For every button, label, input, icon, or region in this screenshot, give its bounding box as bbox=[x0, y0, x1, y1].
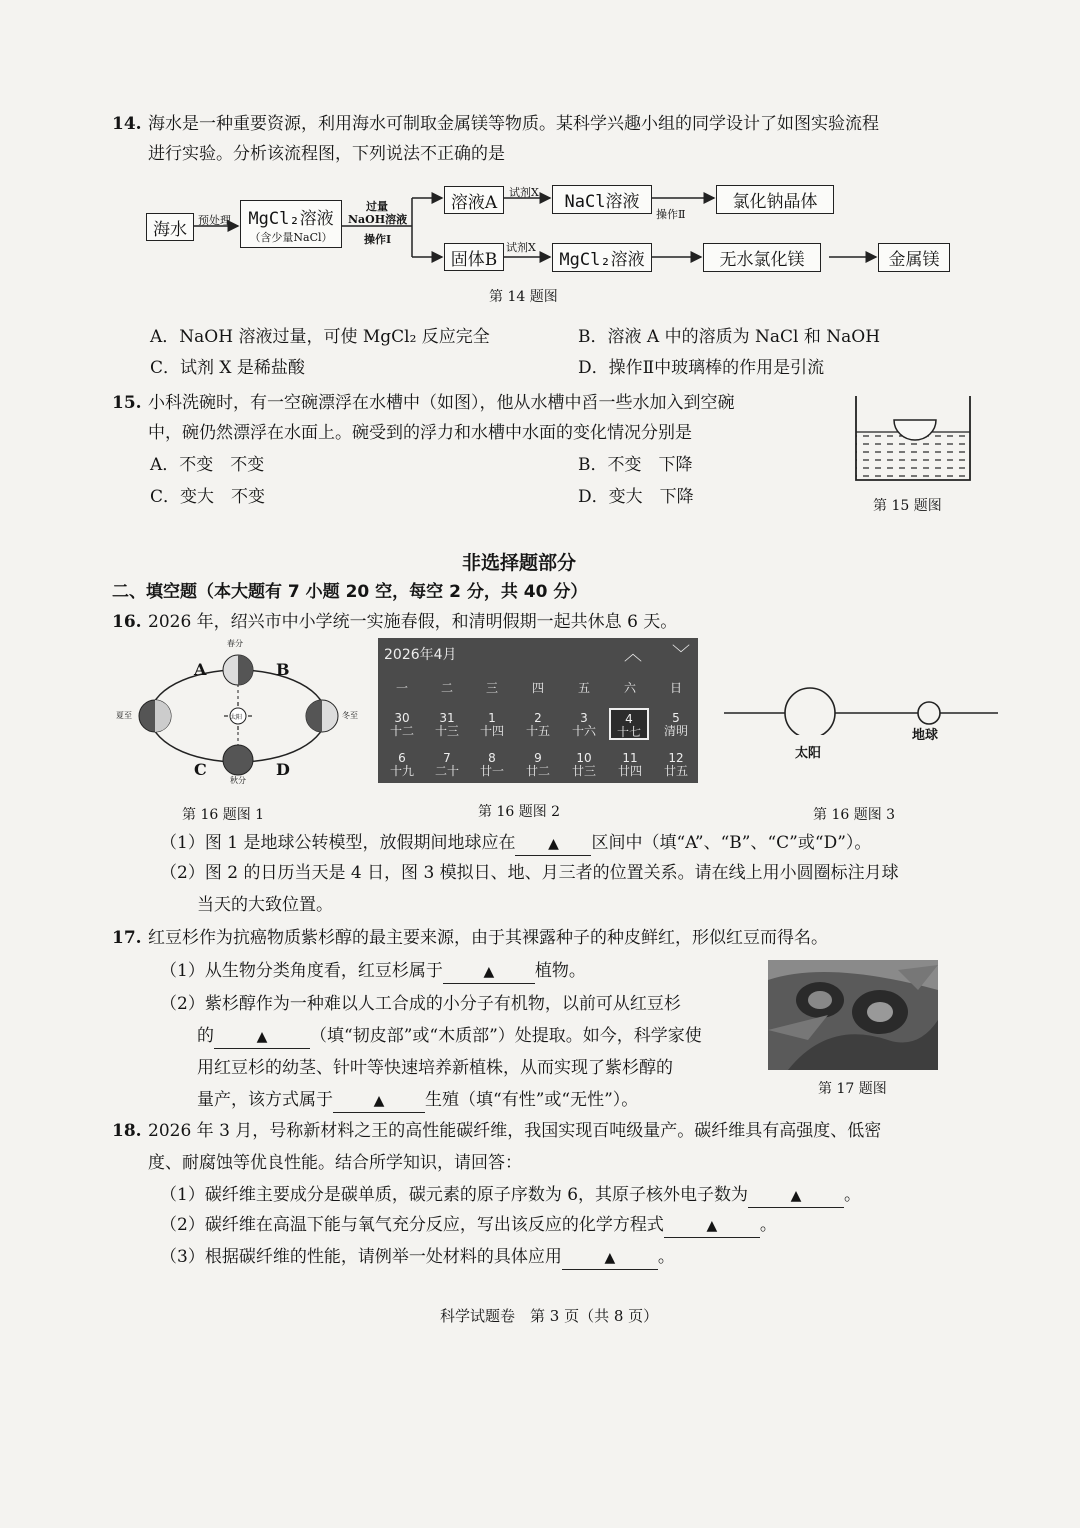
flow-mgcl2-label: MgCl₂溶液 bbox=[248, 208, 334, 229]
lunar-date: 廿二 bbox=[525, 764, 550, 778]
orbit-label-summer: 夏至 bbox=[116, 711, 132, 720]
lunar-date: 清明 bbox=[663, 724, 688, 738]
lunar-date: 廿一 bbox=[479, 764, 504, 778]
flow-naoh-label: NaOH溶液 bbox=[348, 213, 408, 226]
q17-sub1-text: （1）从生物分类角度看，红豆杉属于 bbox=[160, 961, 443, 981]
triangle-mark: ▲ bbox=[790, 1188, 802, 1204]
q16-answer-blank-1[interactable] bbox=[515, 832, 591, 856]
q17-figure-caption: 第 17 题图 bbox=[818, 1081, 887, 1097]
q17-sub2-line3: 用红豆杉的幼茎、针叶等快速培养新植株，从而实现了紫杉醇的 bbox=[197, 1058, 673, 1078]
q16-sub1-tail: 区间中（填“A”、“B”、“C”或“D”）。 bbox=[591, 833, 872, 853]
q16-sub1-text: （1）图 1 是地球公转模型，放假期间地球应在 bbox=[160, 833, 516, 853]
q15-stem-line2: 中，碗仍然漂浮在水面上。碗受到的浮力和水槽中水面的变化情况分别是 bbox=[148, 423, 692, 443]
section2-heading: 二、填空题（本大题有 7 小题 20 空，每空 2 分，共 40 分） bbox=[112, 582, 588, 602]
day-number: 1 bbox=[488, 711, 496, 725]
day-number: 12 bbox=[668, 751, 684, 765]
flow-nacl-crystal-box: 氯化钠晶体 bbox=[716, 185, 834, 214]
q17-answer-blank-2[interactable] bbox=[214, 1025, 310, 1049]
q16-figure3-caption: 第 16 题图 3 bbox=[813, 807, 896, 823]
q17-answer-blank-1[interactable] bbox=[443, 960, 535, 984]
flow-anhydrous-box: 无水氯化镁 bbox=[703, 243, 821, 272]
part2-title: 非选择题部分 bbox=[462, 552, 577, 574]
q14-figure-caption: 第 14 题图 bbox=[489, 289, 558, 305]
q15-option-d: D．变大 下降 bbox=[578, 487, 694, 507]
q18-sub2-tail: 。 bbox=[759, 1215, 777, 1235]
flow-reagentX1-label: 试剂X bbox=[509, 186, 539, 199]
q16-sun-earth-figure bbox=[724, 685, 1002, 735]
q17-answer-blank-3[interactable] bbox=[333, 1089, 425, 1113]
q18-sub1 bbox=[160, 1184, 861, 1208]
flow-op2-label: 操作Ⅱ bbox=[656, 208, 686, 221]
q18-sub2-text: （2）碳纤维在高温下能与氧气充分反应，写出该反应的化学方程式 bbox=[160, 1215, 664, 1235]
flow-mgcl2-solution-box: MgCl₂溶液 bbox=[552, 243, 652, 272]
triangle-mark: ▲ bbox=[483, 964, 495, 980]
q18-sub1-text: （1）碳纤维主要成分是碳单质，碳元素的原子序数为 6，其原子核外电子数为 bbox=[160, 1185, 749, 1205]
q15-option-b: B．不变 下降 bbox=[578, 455, 693, 475]
chevron-up-icon[interactable]: ︿ bbox=[624, 644, 642, 665]
q16-calendar bbox=[378, 638, 698, 783]
orbit-label-a: A bbox=[194, 660, 207, 679]
orbit-label-c: C bbox=[194, 760, 207, 779]
triangle-mark: ▲ bbox=[604, 1250, 616, 1266]
flow-seawater-box: 海水 bbox=[146, 213, 194, 241]
q17-stem-line1: 红豆杉作为抗癌物质紫杉醇的最主要来源，由于其裸露种子的种皮鲜红，形似红豆而得名。 bbox=[148, 928, 828, 948]
weekday-7: 日 bbox=[669, 681, 682, 695]
weekday-3: 三 bbox=[485, 681, 498, 695]
day-number: 5 bbox=[672, 711, 680, 725]
earth-autumn-icon bbox=[223, 745, 253, 775]
q18-sub1-tail: 。 bbox=[844, 1185, 862, 1205]
q17-sub2-line2 bbox=[197, 1025, 702, 1049]
q15-sink-figure bbox=[850, 392, 975, 484]
q16-figure2-caption: 第 16 题图 2 bbox=[478, 804, 561, 820]
flow-op1-label: 操作Ⅰ bbox=[364, 233, 392, 246]
weekday-6: 六 bbox=[623, 681, 636, 695]
calendar-day[interactable] bbox=[653, 752, 699, 778]
q18-number: 18. bbox=[112, 1121, 142, 1141]
flow-metal-mg-box: 金属镁 bbox=[878, 243, 950, 272]
orbit-label-sun: 太阳 bbox=[230, 714, 243, 721]
q18-answer-blank-2[interactable] bbox=[664, 1214, 760, 1238]
calendar-title: 2026年4月 bbox=[384, 647, 457, 663]
calendar-day[interactable] bbox=[515, 752, 561, 778]
flow-mgcl2-sub: （含少量NaCl） bbox=[249, 230, 333, 244]
fig3-sun-label: 太阳 bbox=[795, 746, 822, 761]
triangle-mark: ▲ bbox=[373, 1093, 385, 1109]
q17-sub2-text: 的 bbox=[197, 1026, 214, 1046]
q16-orbit-figure bbox=[110, 636, 372, 786]
q18-answer-blank-3[interactable] bbox=[562, 1246, 658, 1270]
day-number: 11 bbox=[622, 751, 638, 765]
q17-yew-photo bbox=[768, 960, 938, 1070]
q15-number: 15. bbox=[112, 393, 142, 413]
q14-number: 14. bbox=[112, 114, 142, 134]
day-number: 2 bbox=[534, 711, 542, 725]
weekday-4: 四 bbox=[531, 681, 544, 695]
q17-sub2-line4 bbox=[197, 1089, 638, 1113]
earth-circle-icon bbox=[918, 702, 940, 724]
q18-sub3-text: （3）根据碳纤维的性能，请例举一处材料的具体应用 bbox=[160, 1247, 562, 1267]
triangle-mark: ▲ bbox=[548, 836, 559, 852]
q17-number: 17. bbox=[112, 928, 142, 948]
q16-figure1-caption: 第 16 题图 1 bbox=[182, 807, 265, 823]
flow-excess-label: 过量 bbox=[366, 200, 388, 213]
chevron-down-icon[interactable]: ﹀ bbox=[672, 644, 690, 665]
day-number: 9 bbox=[534, 751, 542, 765]
lunar-date: 廿五 bbox=[663, 764, 688, 778]
orbit-label-winter: 冬至 bbox=[342, 711, 358, 720]
q17-sub2-line4-text: 量产，该方式属于 bbox=[197, 1090, 333, 1110]
lunar-date: 十七 bbox=[616, 725, 641, 739]
flow-arrows bbox=[0, 0, 1080, 300]
calendar-day[interactable] bbox=[607, 752, 653, 778]
calendar-day-selected[interactable] bbox=[609, 708, 649, 740]
q16-sub1 bbox=[160, 832, 871, 856]
flow-reagentX2-label: 试剂X bbox=[506, 241, 536, 254]
calendar-day[interactable] bbox=[379, 712, 425, 738]
q14-option-d: D．操作Ⅱ中玻璃棒的作用是引流 bbox=[578, 358, 825, 378]
q16-number: 16. bbox=[112, 612, 142, 632]
q18-sub3 bbox=[160, 1246, 675, 1270]
q18-stem-line2: 度、耐腐蚀等优良性能。结合所学知识，请回答： bbox=[148, 1153, 522, 1173]
q17-sub2-line1: （2）紫杉醇作为一种难以人工合成的小分子有机物，以前可从红豆杉 bbox=[160, 994, 681, 1014]
q14-stem-line1: 海水是一种重要资源，利用海水可制取金属镁等物质。某科学兴趣小组的同学设计了如图实验流程 bbox=[148, 114, 879, 134]
calendar-day[interactable] bbox=[515, 712, 561, 738]
fig3-earth-label: 地球 bbox=[912, 728, 939, 743]
flow-nacl-solution-box: NaCl溶液 bbox=[552, 185, 652, 214]
calendar-day[interactable] bbox=[469, 712, 515, 738]
flow-solidB-box: 固体B bbox=[444, 243, 504, 271]
q18-sub2 bbox=[160, 1214, 777, 1238]
lunar-date: 十二 bbox=[389, 724, 414, 738]
q15-option-c: C．变大 不变 bbox=[150, 487, 266, 507]
calendar-day[interactable] bbox=[424, 712, 470, 738]
weekday-5: 五 bbox=[577, 681, 590, 695]
q18-stem-line1: 2026 年 3 月，号称新材料之王的高性能碳纤维，我国实现百吨级量产。碳纤维具有高强度、低密 bbox=[148, 1121, 882, 1141]
weekday-1: 一 bbox=[395, 681, 408, 695]
lunar-date: 十五 bbox=[525, 724, 550, 738]
lunar-date: 十九 bbox=[389, 764, 414, 778]
day-number: 10 bbox=[576, 751, 592, 765]
q14-stem-line2: 进行实验。分析该流程图，下列说法不正确的是 bbox=[148, 144, 505, 164]
sun-circle-icon bbox=[785, 688, 835, 735]
triangle-mark: ▲ bbox=[706, 1218, 718, 1234]
calendar-day[interactable] bbox=[653, 712, 699, 738]
q16-sub2-line2: 当天的大致位置。 bbox=[197, 895, 333, 915]
orbit-label-spring: 春分 bbox=[227, 639, 243, 648]
q15-figure-caption: 第 15 题图 bbox=[873, 498, 942, 514]
q17-sub1 bbox=[160, 960, 586, 984]
day-number: 7 bbox=[443, 751, 451, 765]
q17-sub2-line4-tail: 生殖（填“有性”或“无性”）。 bbox=[425, 1090, 639, 1110]
calendar-day[interactable] bbox=[561, 752, 607, 778]
calendar-day[interactable] bbox=[424, 752, 470, 778]
weekday-2: 二 bbox=[440, 681, 453, 695]
q14-option-c: C．试剂 X 是稀盐酸 bbox=[150, 358, 305, 378]
lunar-date: 廿三 bbox=[571, 764, 596, 778]
q18-sub3-tail: 。 bbox=[657, 1247, 675, 1267]
lunar-date: 廿四 bbox=[617, 764, 642, 778]
day-number: 31 bbox=[439, 711, 455, 725]
day-number: 4 bbox=[625, 712, 633, 726]
q15-stem-line1: 小科洗碗时，有一空碗漂浮在水槽中（如图），他从水槽中舀一些水加入到空碗 bbox=[148, 393, 735, 413]
q14-option-b: B．溶液 A 中的溶质为 NaCl 和 NaOH bbox=[578, 327, 881, 347]
day-number: 30 bbox=[394, 711, 410, 725]
q18-answer-blank-1[interactable] bbox=[748, 1184, 844, 1208]
flow-pretreat-label: 预处理 bbox=[198, 214, 231, 227]
calendar-day[interactable] bbox=[379, 752, 425, 778]
orbit-label-autumn: 秋分 bbox=[230, 776, 246, 785]
q17-sub1-tail: 植物。 bbox=[534, 961, 586, 981]
lunar-date: 十四 bbox=[479, 724, 504, 738]
orbit-label-d: D bbox=[276, 760, 290, 779]
q17-sub2-tail: （填“韧皮部”或“木质部”）处提取。如今，科学家使 bbox=[310, 1026, 702, 1046]
flow-solutionA-box: 溶液A bbox=[444, 186, 504, 214]
day-number: 3 bbox=[580, 711, 588, 725]
calendar-day[interactable] bbox=[469, 752, 515, 778]
triangle-mark: ▲ bbox=[256, 1029, 268, 1045]
q15-option-a: A．不变 不变 bbox=[150, 455, 265, 475]
lunar-date: 十三 bbox=[434, 724, 459, 738]
lunar-date: 二十 bbox=[434, 764, 459, 778]
q14-option-a: A．NaOH 溶液过量，可使 MgCl₂ 反应完全 bbox=[150, 327, 490, 347]
page-footer: 科学试题卷 第 3 页（共 8 页） bbox=[440, 1307, 659, 1325]
orbit-label-b: B bbox=[276, 660, 290, 679]
q16-sub2-line1: （2）图 2 的日历当天是 4 日，图 3 模拟日、地、月三者的位置关系。请在线上用小圆圈标注月球 bbox=[160, 863, 899, 883]
q16-stem-line1: 2026 年，绍兴市中小学统一实施春假，和清明假期一起共休息 6 天。 bbox=[148, 612, 678, 632]
calendar-day[interactable] bbox=[561, 712, 607, 738]
lunar-date: 十六 bbox=[571, 724, 596, 738]
day-number: 6 bbox=[398, 751, 406, 765]
day-number: 8 bbox=[488, 751, 496, 765]
